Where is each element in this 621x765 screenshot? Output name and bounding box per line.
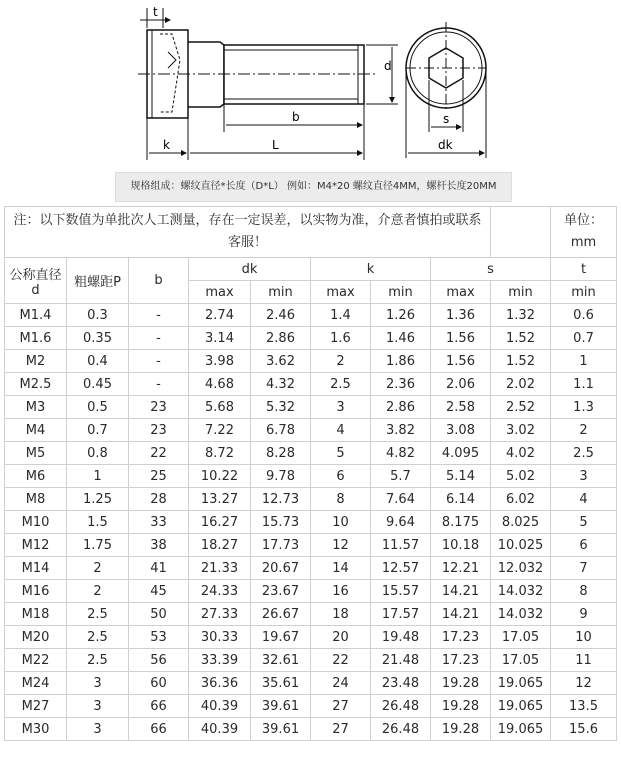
table-row xyxy=(5,603,617,626)
table-cell: 1.86 xyxy=(371,350,431,373)
table-cell: 53 xyxy=(129,626,189,649)
header-s-max: max xyxy=(431,281,491,304)
table-cell: 8 xyxy=(311,488,371,511)
table-cell: 5.68 xyxy=(189,396,251,419)
table-cell: 2.74 xyxy=(189,304,251,327)
table-cell: 9 xyxy=(551,603,617,626)
table-cell: 2.5 xyxy=(67,649,129,672)
table-cell: 4.32 xyxy=(251,373,311,396)
table-cell: - xyxy=(129,350,189,373)
table-cell: 3.82 xyxy=(371,419,431,442)
table-cell: 2.36 xyxy=(371,373,431,396)
table-cell: 7 xyxy=(551,557,617,580)
table-cell: 19.065 xyxy=(491,672,551,695)
header-s-min: min xyxy=(491,281,551,304)
table-cell: 41 xyxy=(129,557,189,580)
table-cell: 11.57 xyxy=(371,534,431,557)
table-cell: 3.98 xyxy=(189,350,251,373)
table-cell: 2.5 xyxy=(67,603,129,626)
table-cell: M1.6 xyxy=(5,327,67,350)
table-cell: 3.08 xyxy=(431,419,491,442)
table-cell: 3 xyxy=(551,465,617,488)
table-cell: 1 xyxy=(67,465,129,488)
table-cell: 0.5 xyxy=(67,396,129,419)
table-cell: 17.05 xyxy=(491,626,551,649)
table-cell: 0.7 xyxy=(551,327,617,350)
table-cell: 15.57 xyxy=(371,580,431,603)
table-cell: 1.56 xyxy=(431,327,491,350)
table-cell: 60 xyxy=(129,672,189,695)
table-cell: 1.52 xyxy=(491,350,551,373)
table-cell: M8 xyxy=(5,488,67,511)
table-cell: 11 xyxy=(551,649,617,672)
table-row xyxy=(5,626,617,649)
table-cell: 21.33 xyxy=(189,557,251,580)
table-cell: 26.48 xyxy=(371,718,431,741)
table-cell: 19.28 xyxy=(431,672,491,695)
table-cell: 14 xyxy=(311,557,371,580)
table-cell: 33.39 xyxy=(189,649,251,672)
table-cell: M4 xyxy=(5,419,67,442)
table-cell: 6.14 xyxy=(431,488,491,511)
table-cell: 1.25 xyxy=(67,488,129,511)
table-cell: 23.48 xyxy=(371,672,431,695)
table-cell: 23.67 xyxy=(251,580,311,603)
table-cell: 2.5 xyxy=(311,373,371,396)
table-cell: 9.78 xyxy=(251,465,311,488)
table-cell: 2 xyxy=(311,350,371,373)
table-cell: 56 xyxy=(129,649,189,672)
table-cell: 1.6 xyxy=(311,327,371,350)
table-cell: 19.065 xyxy=(491,718,551,741)
table-cell: 8.72 xyxy=(189,442,251,465)
table-cell: 50 xyxy=(129,603,189,626)
table-cell: 16.27 xyxy=(189,511,251,534)
dim-label-b: b xyxy=(292,110,300,124)
header-t-min: min xyxy=(551,281,617,304)
table-cell: 1.4 xyxy=(311,304,371,327)
table-cell: 19.48 xyxy=(371,626,431,649)
header-dk-max: max xyxy=(189,281,251,304)
table-row xyxy=(5,557,617,580)
table-cell: 14.21 xyxy=(431,580,491,603)
table-cell: M5 xyxy=(5,442,67,465)
table-cell: 2 xyxy=(67,580,129,603)
table-cell: 5 xyxy=(311,442,371,465)
table-row xyxy=(5,672,617,695)
table-cell: 3 xyxy=(67,695,129,718)
table-cell: M24 xyxy=(5,672,67,695)
table-cell: 12.21 xyxy=(431,557,491,580)
table-cell: 6.78 xyxy=(251,419,311,442)
table-cell: 39.61 xyxy=(251,695,311,718)
table-cell: 14.032 xyxy=(491,603,551,626)
table-cell: 23 xyxy=(129,396,189,419)
table-cell: 18 xyxy=(311,603,371,626)
dim-label-t: t xyxy=(153,5,158,19)
table-row xyxy=(5,718,617,741)
table-cell: 40.39 xyxy=(189,718,251,741)
table-cell: 17.23 xyxy=(431,649,491,672)
table-cell: 30.33 xyxy=(189,626,251,649)
table-cell: 23 xyxy=(129,419,189,442)
table-cell: 19.065 xyxy=(491,695,551,718)
table-row xyxy=(5,465,617,488)
table-row xyxy=(5,350,617,373)
table-cell: M2.5 xyxy=(5,373,67,396)
table-row xyxy=(5,442,617,465)
table-cell: 12.032 xyxy=(491,557,551,580)
table-cell: 10 xyxy=(311,511,371,534)
table-cell: 5.7 xyxy=(371,465,431,488)
table-cell: 5 xyxy=(551,511,617,534)
table-row xyxy=(5,488,617,511)
table-row xyxy=(5,534,617,557)
table-cell: 2 xyxy=(551,419,617,442)
table-row xyxy=(5,419,617,442)
table-cell: M3 xyxy=(5,396,67,419)
table-cell: 6 xyxy=(311,465,371,488)
table-cell: 0.8 xyxy=(67,442,129,465)
table-cell: 4.095 xyxy=(431,442,491,465)
dim-label-k: k xyxy=(163,138,170,152)
dim-label-dk: dk xyxy=(438,138,453,152)
table-cell: 2.5 xyxy=(67,626,129,649)
table-cell: 5.14 xyxy=(431,465,491,488)
table-row xyxy=(5,580,617,603)
header-nominal: 公称直径 d xyxy=(5,258,67,304)
table-cell: 8 xyxy=(551,580,617,603)
table-cell: 17.05 xyxy=(491,649,551,672)
table-cell: 19.67 xyxy=(251,626,311,649)
table-cell: 3 xyxy=(311,396,371,419)
table-cell: 1.26 xyxy=(371,304,431,327)
table-row xyxy=(5,511,617,534)
table-cell: 15.6 xyxy=(551,718,617,741)
header-k-min: min xyxy=(371,281,431,304)
table-cell: 3.14 xyxy=(189,327,251,350)
table-cell: 3 xyxy=(67,718,129,741)
table-cell: 2.86 xyxy=(371,396,431,419)
table-cell: 12 xyxy=(311,534,371,557)
table-cell: 25 xyxy=(129,465,189,488)
table-cell: 0.3 xyxy=(67,304,129,327)
table-cell: 24.33 xyxy=(189,580,251,603)
dim-label-d: d xyxy=(384,59,392,73)
table-cell: 10.18 xyxy=(431,534,491,557)
table-cell: 15.73 xyxy=(251,511,311,534)
table-cell: 2.46 xyxy=(251,304,311,327)
table-cell: 27.33 xyxy=(189,603,251,626)
table-cell: 17.57 xyxy=(371,603,431,626)
table-cell: 5.32 xyxy=(251,396,311,419)
header-s: s xyxy=(431,258,551,281)
table-cell: - xyxy=(129,373,189,396)
table-cell: 38 xyxy=(129,534,189,557)
table-cell: 27 xyxy=(311,718,371,741)
header-b: b xyxy=(129,258,189,304)
table-cell: M2 xyxy=(5,350,67,373)
disclaimer-note: 注：以下数值为单批次人工测量，存在一定误差，以实物为准，介意者慎拍或联系客服！ xyxy=(5,207,491,258)
table-cell: 4.68 xyxy=(189,373,251,396)
header-pitch: 粗螺距P xyxy=(67,258,129,304)
table-cell: 2.02 xyxy=(491,373,551,396)
table-cell: 4.82 xyxy=(371,442,431,465)
table-row xyxy=(5,304,617,327)
blank-cell xyxy=(491,207,551,258)
table-cell: 3.02 xyxy=(491,419,551,442)
header-t: t xyxy=(551,258,617,281)
table-cell: 16 xyxy=(311,580,371,603)
table-cell: 1.52 xyxy=(491,327,551,350)
table-cell: 66 xyxy=(129,695,189,718)
table-cell: 17.73 xyxy=(251,534,311,557)
table-cell: 9.64 xyxy=(371,511,431,534)
table-cell: 7.22 xyxy=(189,419,251,442)
table-cell: 4 xyxy=(311,419,371,442)
table-cell: 19.28 xyxy=(431,695,491,718)
table-cell: 0.45 xyxy=(67,373,129,396)
table-cell: 10.025 xyxy=(491,534,551,557)
table-cell: 1.1 xyxy=(551,373,617,396)
table-cell: 14.21 xyxy=(431,603,491,626)
header-k: k xyxy=(311,258,431,281)
table-cell: 20 xyxy=(311,626,371,649)
table-cell: 1.56 xyxy=(431,350,491,373)
table-cell: M6 xyxy=(5,465,67,488)
table-cell: 66 xyxy=(129,718,189,741)
table-cell: 8.175 xyxy=(431,511,491,534)
table-cell: 20.67 xyxy=(251,557,311,580)
table-cell: 39.61 xyxy=(251,718,311,741)
unit-label: 单位：mm xyxy=(551,207,617,258)
table-cell: 17.23 xyxy=(431,626,491,649)
table-cell: 19.28 xyxy=(431,718,491,741)
table-cell: 4 xyxy=(551,488,617,511)
table-cell: 1.46 xyxy=(371,327,431,350)
table-cell: 2 xyxy=(67,557,129,580)
table-cell: 28 xyxy=(129,488,189,511)
table-cell: 35.61 xyxy=(251,672,311,695)
spec-caption: 规格组成：螺纹直径*长度（D*L） 例如：M4*20 螺纹直径4MM，螺杆长度20MM xyxy=(115,172,512,202)
table-cell: 2.52 xyxy=(491,396,551,419)
table-cell: 1.32 xyxy=(491,304,551,327)
table-cell: 21.48 xyxy=(371,649,431,672)
table-cell: 4.02 xyxy=(491,442,551,465)
dim-label-L: L xyxy=(272,138,279,152)
table-row xyxy=(5,327,617,350)
table-cell: 12.57 xyxy=(371,557,431,580)
table-cell: 2.06 xyxy=(431,373,491,396)
table-cell: 5.02 xyxy=(491,465,551,488)
table-cell: 24 xyxy=(311,672,371,695)
table-row xyxy=(5,373,617,396)
table-cell: M30 xyxy=(5,718,67,741)
table-row xyxy=(5,649,617,672)
table-cell: 0.35 xyxy=(67,327,129,350)
table-cell: 6 xyxy=(551,534,617,557)
table-cell: 33 xyxy=(129,511,189,534)
table-cell: 18.27 xyxy=(189,534,251,557)
table-cell: 14.032 xyxy=(491,580,551,603)
table-cell: 12.73 xyxy=(251,488,311,511)
table-cell: 7.64 xyxy=(371,488,431,511)
table-cell: 22 xyxy=(311,649,371,672)
table-cell: 0.7 xyxy=(67,419,129,442)
table-cell: 0.6 xyxy=(551,304,617,327)
table-row xyxy=(5,695,617,718)
dim-label-s: s xyxy=(443,112,450,126)
header-dk: dk xyxy=(189,258,311,281)
table-cell: M27 xyxy=(5,695,67,718)
table-cell: 3.62 xyxy=(251,350,311,373)
header-dk-min: min xyxy=(251,281,311,304)
table-cell: 40.39 xyxy=(189,695,251,718)
table-cell: 1.75 xyxy=(67,534,129,557)
table-cell: 6.02 xyxy=(491,488,551,511)
header-k-max: max xyxy=(311,281,371,304)
table-cell: 13.5 xyxy=(551,695,617,718)
table-cell: 8.025 xyxy=(491,511,551,534)
table-cell: - xyxy=(129,327,189,350)
table-cell: 2.58 xyxy=(431,396,491,419)
table-cell: 45 xyxy=(129,580,189,603)
table-cell: 26.48 xyxy=(371,695,431,718)
table-cell: 1 xyxy=(551,350,617,373)
technical-drawing xyxy=(0,0,621,168)
table-cell: 12 xyxy=(551,672,617,695)
table-cell: 2.5 xyxy=(551,442,617,465)
bolt-diagram xyxy=(0,0,621,168)
table-cell: M1.4 xyxy=(5,304,67,327)
table-cell: 26.67 xyxy=(251,603,311,626)
dimension-table xyxy=(4,206,617,741)
table-cell: 1.3 xyxy=(551,396,617,419)
table-cell: 1.5 xyxy=(67,511,129,534)
table-cell: 36.36 xyxy=(189,672,251,695)
table-cell: M14 xyxy=(5,557,67,580)
table-cell: M10 xyxy=(5,511,67,534)
table-cell: 32.61 xyxy=(251,649,311,672)
table-cell: M18 xyxy=(5,603,67,626)
table-cell: M12 xyxy=(5,534,67,557)
table-cell: M22 xyxy=(5,649,67,672)
table-cell: - xyxy=(129,304,189,327)
table-cell: 8.28 xyxy=(251,442,311,465)
table-cell: 1.36 xyxy=(431,304,491,327)
table-cell: 3 xyxy=(67,672,129,695)
table-cell: 27 xyxy=(311,695,371,718)
table-cell: 2.86 xyxy=(251,327,311,350)
table-row xyxy=(5,396,617,419)
table-cell: M20 xyxy=(5,626,67,649)
table-cell: 10 xyxy=(551,626,617,649)
table-cell: 22 xyxy=(129,442,189,465)
table-cell: 10.22 xyxy=(189,465,251,488)
table-cell: 13.27 xyxy=(189,488,251,511)
table-cell: M16 xyxy=(5,580,67,603)
table-cell: 0.4 xyxy=(67,350,129,373)
